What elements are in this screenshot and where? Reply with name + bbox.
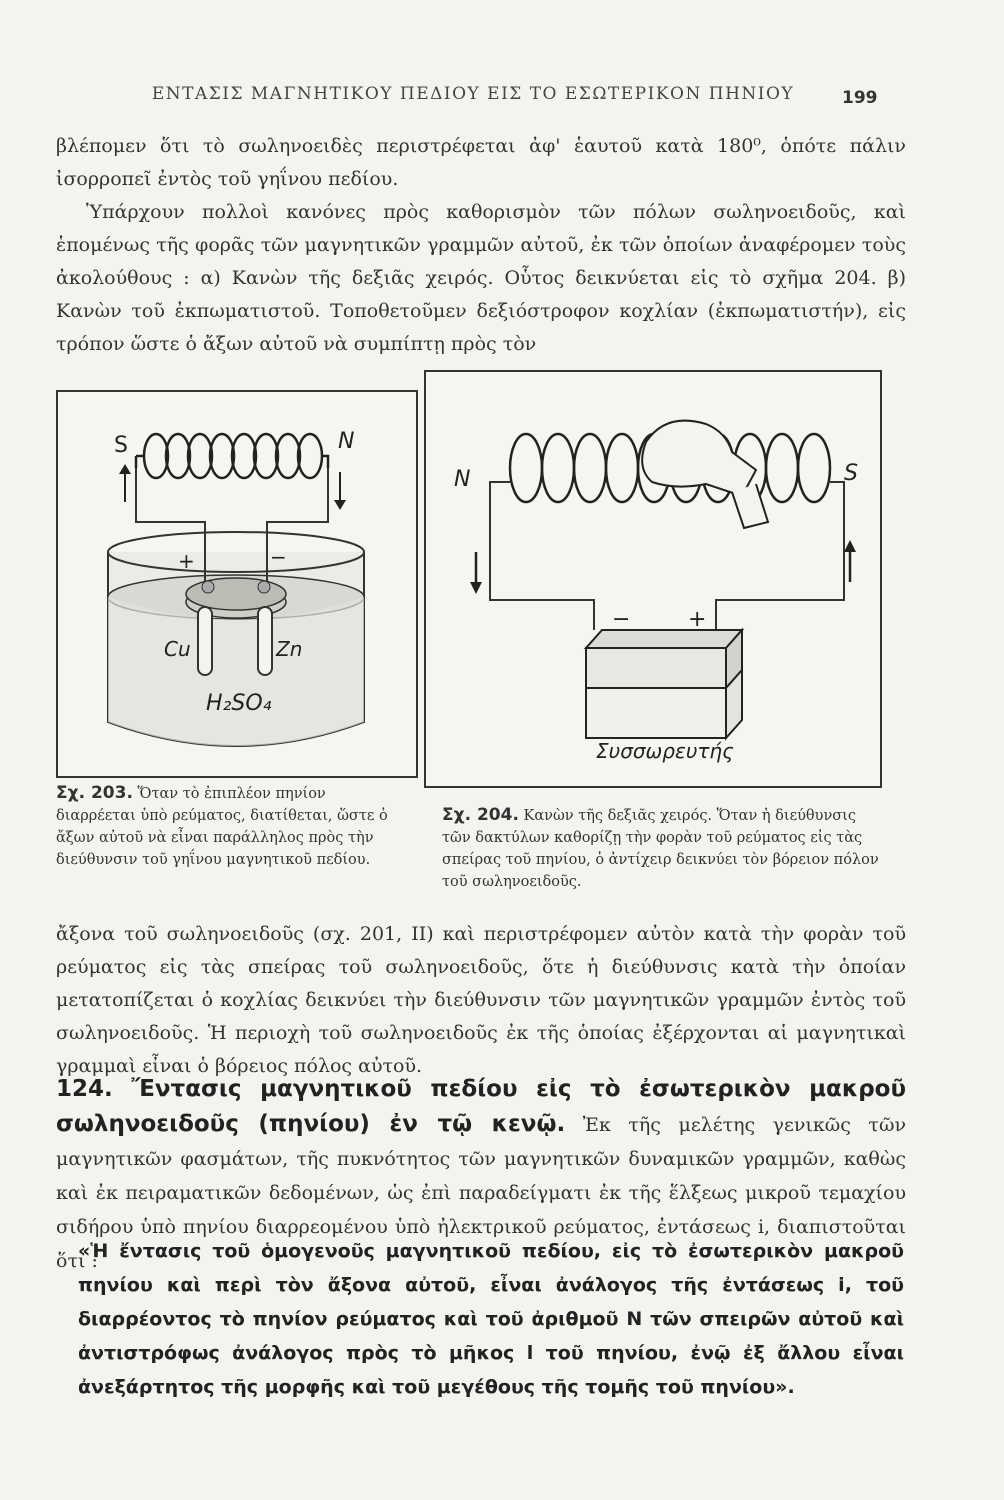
fig204-label-plus: + — [688, 607, 707, 632]
figure-203-caption-text: Ὅταν τὸ ἐπιπλέον πηνίον διαρρέεται ὑπὸ ρεύματος, διατίθεται, ὥστε ὁ ἄξων αὐτοῦ νὰ εἶναι παράλληλος πρὸς τὴν διεύθυνσιν τοῦ γηΐνου μαγνητικοῦ πεδίου. — [56, 786, 388, 868]
section-heading: 124. Ἔντασις μαγνητικοῦ πεδίου εἰς τὸ ἐσωτερικὸν μακροῦ σωληνοειδοῦς (πηνίου) ἐν τῷ κενῷ. — [56, 1076, 906, 1137]
figure-203-drawing — [58, 392, 416, 776]
figure-203 — [56, 390, 418, 778]
fig203-label-s: S — [114, 433, 128, 458]
fig203-label-acid: H₂SO₄ — [206, 691, 272, 716]
hand-drawing — [642, 421, 756, 496]
figure-203-caption — [56, 782, 408, 871]
running-header: ΕΝΤΑΣΙΣ ΜΑΓΝΗΤΙΚΟΥ ΠΕΔΙΟΥ ΕΙΣ ΤΟ ΕΣΩΤΕΡΙΚΟΝ ΠΗΝΙΟΥ — [151, 84, 795, 104]
section-body: Ἐκ τῆς μελέτης γενικῶς τῶν μαγνητικῶν φασμάτων, τῆς πυκνότητος τῶν μαγνητικῶν δυναμικῶν γραμμῶν, καθὼς καὶ ἐκ πειραματικῶν δεδομένων, ὡς ἐπὶ παραδείγματι ἐκ τῆς ἕλξεως μικροῦ τεμαχίου σιδήρου ὑπὸ πηνίου διαρρεομένου ὑπὸ ἠλεκτρικοῦ ρεύματος, ἐντάσεως i, διαπιστοῦται ὅτι : — [56, 1114, 906, 1272]
fig204-label-minus: − — [612, 607, 631, 632]
paragraph-after-figures: ἄξονα τοῦ σωληνοειδοῦς (σχ. 201, II) καὶ περιστρέφομεν αὐτὸν κατὰ τὴν φορὰν τοῦ ρεύματος εἰς τὰς σπείρας τοῦ σωληνοειδοῦς, ὅτε ἡ διεύθυνσις κατὰ τὴν ὁποίαν μετατοπίζεται ὁ κοχλίας δεικνύει τὴν διεύθυνσιν τῶν μαγνητικῶν γραμμῶν ἐντὸς τοῦ σωληνοειδοῦς. Ἡ περιοχὴ τοῦ σωληνοειδοῦς ἐκ τῆς ὁποίας ἐξέρχονται αἱ μαγνητικαὶ γραμμαὶ εἶναι ὁ βόρειος πόλος αὐτοῦ. — [56, 923, 906, 1077]
fig204-label-accumulator: Συσσωρευτής — [596, 739, 734, 763]
intro-paragraph-1: βλέπομεν ὅτι τὸ σωληνοειδὲς περιστρέφεται ἀφ' ἑαυτοῦ κατὰ 180⁰, ὁπότε πάλιν ἰσορροπεῖ ἐντὸς τοῦ γηΐνου πεδίου. — [56, 135, 906, 190]
intro-text — [56, 130, 906, 361]
figure-203-number: Σχ. 203. — [56, 783, 133, 803]
body-after-figures — [56, 918, 906, 1083]
fig204-label-s: S — [844, 461, 858, 486]
figure-204 — [424, 370, 882, 788]
fig203-label-cu: Cu — [164, 637, 191, 661]
figure-204-number: Σχ. 204. — [442, 805, 519, 825]
fig204-label-n: N — [454, 467, 471, 492]
intro-paragraph-2: Ὑπάρχουν πολλοὶ κανόνες πρὸς καθορισμὸν τῶν πόλων σωληνοειδοῦς, καὶ ἑπομένως τῆς φορᾶς τῶν μαγνητικῶν γραμμῶν αὐτοῦ, ἐκ τῶν ὁποίων ἀναφέρομεν τοὺς ἀκολούθους : α) Κανὼν τῆς δεξιᾶς χειρός. Οὗτος δεικνύεται εἰς τὸ σχῆμα 204. β) Κανὼν τοῦ ἐκπωματιστοῦ. Τοποθετοῦμεν δεξιόστροφον κοχλίαν (ἐκπωματιστήν), εἰς τρόπον ὥστε ὁ ἄξων αὐτοῦ νὰ συμπίπτῃ πρὸς τὸν — [56, 201, 906, 355]
figure-204-drawing — [426, 372, 880, 786]
law-statement: «Ἡ ἔντασις τοῦ ὁμογενοῦς μαγνητικοῦ πεδίου, εἰς τὸ ἐσωτερικὸν μακροῦ πηνίου καὶ περὶ τὸν ἄξονα αὐτοῦ, εἶναι ἀνάλογος τῆς ἐντάσεως i, τοῦ διαρρέοντος τὸ πηνίον ρεύματος καὶ τοῦ ἀριθμοῦ N τῶν σπειρῶν αὐτοῦ καὶ ἀντιστρόφως ἀνάλογος πρὸς τὸ μῆκος l τοῦ πηνίου, ἐνῷ ἐξ ἄλλου εἶναι ἀνεξάρτητος τῆς μορφῆς καὶ τοῦ μεγέθους τῆς τομῆς τοῦ πηνίου». — [78, 1240, 904, 1398]
fig203-label-n: N — [338, 429, 355, 454]
figure-204-caption — [442, 804, 882, 893]
figure-204-caption-text: Κανὼν τῆς δεξιᾶς χειρός. Ὅταν ἡ διεύθυνσις τῶν δακτύλων καθορίζῃ τὴν φορὰν τοῦ ρεύματος εἰς τὰς σπείρας τοῦ πηνίου, ὁ ἀντίχειρ δεικνύει τὸν βόρειον πόλον τοῦ σωληνοειδοῦς. — [442, 808, 879, 890]
solenoid-coil — [136, 434, 328, 478]
page-number: 199 — [842, 88, 878, 108]
fig203-label-minus: − — [270, 545, 287, 569]
fig203-label-plus: + — [178, 549, 195, 573]
fig203-label-zn: Zn — [276, 637, 303, 661]
